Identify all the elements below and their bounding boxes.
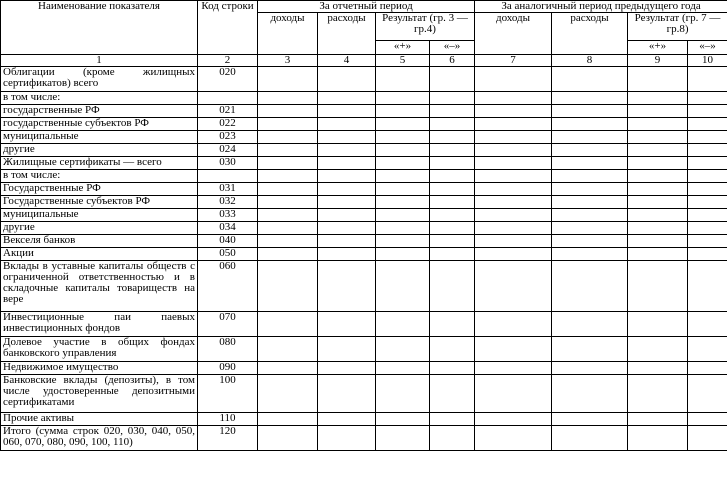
previous-result-plus-cell	[628, 105, 688, 118]
previous-result-plus-cell	[628, 67, 688, 92]
current-income-cell	[258, 170, 318, 183]
column-number: 5	[376, 55, 430, 67]
current-income-cell	[258, 118, 318, 131]
previous-income-cell	[475, 235, 552, 248]
column-number: 3	[258, 55, 318, 67]
previous-expenses-cell	[552, 118, 628, 131]
indicator-name: другие	[1, 222, 198, 235]
previous-result-plus-cell	[628, 426, 688, 451]
header-previous-result: Результат (гр. 7 — гр.8)	[628, 13, 727, 41]
current-result-minus-cell	[430, 118, 475, 131]
header-previous-plus: «+»	[628, 41, 688, 55]
current-result-plus-cell	[376, 375, 430, 413]
previous-expenses-cell	[552, 312, 628, 337]
header-current-expenses: расходы	[318, 13, 376, 55]
current-result-minus-cell	[430, 261, 475, 312]
previous-income-cell	[475, 222, 552, 235]
table-row	[1, 196, 727, 209]
previous-expenses-cell	[552, 413, 628, 426]
line-code: 070	[198, 312, 258, 337]
current-income-cell	[258, 312, 318, 337]
previous-expenses-cell	[552, 157, 628, 170]
table-row	[1, 209, 727, 222]
previous-result-minus-cell	[688, 170, 727, 183]
previous-expenses-cell	[552, 426, 628, 451]
indicator-name: Жилищные сертификаты — всего	[1, 157, 198, 170]
table-row	[1, 261, 727, 312]
column-number: 10	[688, 55, 727, 67]
previous-expenses-cell	[552, 183, 628, 196]
line-code	[198, 92, 258, 105]
column-numbers-row	[1, 55, 727, 67]
previous-result-plus-cell	[628, 337, 688, 362]
current-result-minus-cell	[430, 105, 475, 118]
header-name-column: Наименование показателя	[1, 1, 198, 55]
table-row	[1, 170, 727, 183]
current-income-cell	[258, 157, 318, 170]
current-result-plus-cell	[376, 362, 430, 375]
current-result-minus-cell	[430, 312, 475, 337]
previous-income-cell	[475, 248, 552, 261]
table-body	[1, 55, 727, 451]
line-code: 060	[198, 261, 258, 312]
current-expenses-cell	[318, 261, 376, 312]
current-result-minus-cell	[430, 426, 475, 451]
line-code: 080	[198, 337, 258, 362]
table-row	[1, 426, 727, 451]
previous-result-minus-cell	[688, 413, 727, 426]
current-result-plus-cell	[376, 118, 430, 131]
current-income-cell	[258, 183, 318, 196]
line-code: 023	[198, 131, 258, 144]
previous-expenses-cell	[552, 209, 628, 222]
previous-income-cell	[475, 118, 552, 131]
previous-expenses-cell	[552, 362, 628, 375]
table-row	[1, 337, 727, 362]
current-result-plus-cell	[376, 209, 430, 222]
previous-result-minus-cell	[688, 196, 727, 209]
current-expenses-cell	[318, 312, 376, 337]
previous-result-plus-cell	[628, 209, 688, 222]
previous-result-plus-cell	[628, 261, 688, 312]
table-row	[1, 131, 727, 144]
header-current-result: Результат (гр. 3 — гр.4)	[376, 13, 475, 41]
previous-expenses-cell	[552, 261, 628, 312]
indicator-name: Прочие активы	[1, 413, 198, 426]
current-result-plus-cell	[376, 261, 430, 312]
line-code: 030	[198, 157, 258, 170]
table-row	[1, 413, 727, 426]
current-result-minus-cell	[430, 131, 475, 144]
previous-expenses-cell	[552, 67, 628, 92]
line-code: 050	[198, 248, 258, 261]
table-row	[1, 222, 727, 235]
current-expenses-cell	[318, 413, 376, 426]
previous-result-minus-cell	[688, 157, 727, 170]
current-result-minus-cell	[430, 144, 475, 157]
current-result-minus-cell	[430, 157, 475, 170]
current-result-plus-cell	[376, 312, 430, 337]
current-result-plus-cell	[376, 92, 430, 105]
table-row	[1, 362, 727, 375]
previous-result-plus-cell	[628, 248, 688, 261]
indicator-name: Вклады в уставные капиталы обществ с ограниченной ответственностью и в складочные капиталы товариществ на вере	[1, 261, 198, 312]
indicator-name: Векселя банков	[1, 235, 198, 248]
current-income-cell	[258, 235, 318, 248]
previous-income-cell	[475, 209, 552, 222]
previous-income-cell	[475, 131, 552, 144]
current-expenses-cell	[318, 118, 376, 131]
previous-result-plus-cell	[628, 183, 688, 196]
indicator-name: муниципальные	[1, 131, 198, 144]
line-code: 032	[198, 196, 258, 209]
previous-result-minus-cell	[688, 312, 727, 337]
current-expenses-cell	[318, 92, 376, 105]
previous-result-minus-cell	[688, 209, 727, 222]
previous-result-minus-cell	[688, 362, 727, 375]
previous-income-cell	[475, 337, 552, 362]
current-result-plus-cell	[376, 248, 430, 261]
line-code	[198, 170, 258, 183]
table-row	[1, 312, 727, 337]
previous-expenses-cell	[552, 375, 628, 413]
current-result-plus-cell	[376, 426, 430, 451]
previous-expenses-cell	[552, 235, 628, 248]
previous-result-plus-cell	[628, 196, 688, 209]
previous-result-plus-cell	[628, 413, 688, 426]
previous-income-cell	[475, 157, 552, 170]
current-result-minus-cell	[430, 362, 475, 375]
column-number: 1	[1, 55, 198, 67]
previous-expenses-cell	[552, 170, 628, 183]
previous-income-cell	[475, 144, 552, 157]
previous-income-cell	[475, 170, 552, 183]
previous-result-minus-cell	[688, 426, 727, 451]
current-expenses-cell	[318, 248, 376, 261]
column-number: 7	[475, 55, 552, 67]
line-code: 021	[198, 105, 258, 118]
indicator-name: в том числе:	[1, 92, 198, 105]
indicator-name: Инвестиционные паи паевых инвестиционных фондов	[1, 312, 198, 337]
current-income-cell	[258, 209, 318, 222]
table-row	[1, 157, 727, 170]
current-result-minus-cell	[430, 413, 475, 426]
line-code: 020	[198, 67, 258, 92]
current-income-cell	[258, 413, 318, 426]
current-expenses-cell	[318, 144, 376, 157]
indicator-name: другие	[1, 144, 198, 157]
previous-result-minus-cell	[688, 248, 727, 261]
indicator-name: Банковские вклады (депозиты), в том числе удостоверенные депозитными сертификатами	[1, 375, 198, 413]
column-number: 9	[628, 55, 688, 67]
previous-income-cell	[475, 92, 552, 105]
current-expenses-cell	[318, 375, 376, 413]
current-income-cell	[258, 426, 318, 451]
current-income-cell	[258, 337, 318, 362]
current-income-cell	[258, 261, 318, 312]
previous-result-minus-cell	[688, 67, 727, 92]
indicator-name: Облигации (кроме жилищных сертификатов) всего	[1, 67, 198, 92]
previous-result-plus-cell	[628, 157, 688, 170]
current-expenses-cell	[318, 183, 376, 196]
current-expenses-cell	[318, 426, 376, 451]
current-result-minus-cell	[430, 183, 475, 196]
current-result-minus-cell	[430, 337, 475, 362]
previous-income-cell	[475, 375, 552, 413]
table-row	[1, 183, 727, 196]
current-expenses-cell	[318, 170, 376, 183]
table-row	[1, 67, 727, 92]
current-result-plus-cell	[376, 170, 430, 183]
previous-expenses-cell	[552, 196, 628, 209]
previous-expenses-cell	[552, 337, 628, 362]
previous-result-minus-cell	[688, 105, 727, 118]
table-row	[1, 92, 727, 105]
indicator-name: Государственные РФ	[1, 183, 198, 196]
header-current-minus: «–»	[430, 41, 475, 55]
line-code: 090	[198, 362, 258, 375]
previous-income-cell	[475, 105, 552, 118]
current-expenses-cell	[318, 209, 376, 222]
indicator-name: в том числе:	[1, 170, 198, 183]
previous-expenses-cell	[552, 105, 628, 118]
current-expenses-cell	[318, 105, 376, 118]
previous-result-minus-cell	[688, 222, 727, 235]
column-number: 4	[318, 55, 376, 67]
header-current-income: доходы	[258, 13, 318, 55]
header-current-plus: «+»	[376, 41, 430, 55]
previous-income-cell	[475, 362, 552, 375]
previous-income-cell	[475, 261, 552, 312]
current-result-minus-cell	[430, 67, 475, 92]
previous-result-minus-cell	[688, 92, 727, 105]
line-code: 120	[198, 426, 258, 451]
previous-result-minus-cell	[688, 183, 727, 196]
current-income-cell	[258, 144, 318, 157]
indicator-name: Государственные субъектов РФ	[1, 196, 198, 209]
line-code: 034	[198, 222, 258, 235]
header-code-column: Код строки	[198, 1, 258, 55]
previous-income-cell	[475, 426, 552, 451]
previous-expenses-cell	[552, 92, 628, 105]
line-code: 031	[198, 183, 258, 196]
line-code: 110	[198, 413, 258, 426]
previous-income-cell	[475, 67, 552, 92]
current-result-plus-cell	[376, 144, 430, 157]
previous-result-plus-cell	[628, 131, 688, 144]
current-result-plus-cell	[376, 222, 430, 235]
current-result-plus-cell	[376, 157, 430, 170]
previous-result-plus-cell	[628, 144, 688, 157]
current-expenses-cell	[318, 196, 376, 209]
indicator-name: муниципальные	[1, 209, 198, 222]
current-result-minus-cell	[430, 222, 475, 235]
current-result-minus-cell	[430, 235, 475, 248]
current-result-plus-cell	[376, 183, 430, 196]
table-row	[1, 235, 727, 248]
current-result-minus-cell	[430, 92, 475, 105]
indicator-name: Итого (сумма строк 020, 030, 040, 050, 060, 070, 080, 090, 100, 110)	[1, 426, 198, 451]
header-previous-expenses: расходы	[552, 13, 628, 55]
previous-result-minus-cell	[688, 261, 727, 312]
current-expenses-cell	[318, 337, 376, 362]
current-income-cell	[258, 222, 318, 235]
column-number: 2	[198, 55, 258, 67]
current-result-plus-cell	[376, 131, 430, 144]
current-result-plus-cell	[376, 67, 430, 92]
current-income-cell	[258, 131, 318, 144]
previous-income-cell	[475, 413, 552, 426]
current-income-cell	[258, 92, 318, 105]
indicator-name: государственные РФ	[1, 105, 198, 118]
current-expenses-cell	[318, 157, 376, 170]
current-income-cell	[258, 248, 318, 261]
indicator-name: государственные субъектов РФ	[1, 118, 198, 131]
header-previous-minus: «–»	[688, 41, 727, 55]
current-income-cell	[258, 375, 318, 413]
current-result-plus-cell	[376, 413, 430, 426]
indicator-name: Акции	[1, 248, 198, 261]
previous-result-minus-cell	[688, 144, 727, 157]
header-previous-period: За аналогичный период предыдущего года	[475, 1, 727, 13]
previous-result-plus-cell	[628, 118, 688, 131]
table-row	[1, 118, 727, 131]
indicator-name: Недвижимое имущество	[1, 362, 198, 375]
current-result-minus-cell	[430, 170, 475, 183]
current-expenses-cell	[318, 131, 376, 144]
current-income-cell	[258, 196, 318, 209]
current-expenses-cell	[318, 67, 376, 92]
previous-expenses-cell	[552, 222, 628, 235]
current-result-plus-cell	[376, 235, 430, 248]
current-result-minus-cell	[430, 209, 475, 222]
current-expenses-cell	[318, 222, 376, 235]
previous-result-minus-cell	[688, 118, 727, 131]
previous-income-cell	[475, 312, 552, 337]
current-result-plus-cell	[376, 105, 430, 118]
column-number: 8	[552, 55, 628, 67]
previous-result-plus-cell	[628, 375, 688, 413]
previous-result-minus-cell	[688, 375, 727, 413]
current-result-plus-cell	[376, 196, 430, 209]
current-income-cell	[258, 67, 318, 92]
previous-result-minus-cell	[688, 235, 727, 248]
current-result-minus-cell	[430, 375, 475, 413]
table-row	[1, 375, 727, 413]
current-expenses-cell	[318, 362, 376, 375]
current-result-minus-cell	[430, 248, 475, 261]
line-code: 022	[198, 118, 258, 131]
current-income-cell	[258, 105, 318, 118]
current-income-cell	[258, 362, 318, 375]
header-current-period: За отчетный период	[258, 1, 475, 13]
line-code: 100	[198, 375, 258, 413]
current-result-plus-cell	[376, 337, 430, 362]
previous-result-plus-cell	[628, 222, 688, 235]
previous-result-plus-cell	[628, 235, 688, 248]
previous-expenses-cell	[552, 248, 628, 261]
previous-expenses-cell	[552, 131, 628, 144]
column-number: 6	[430, 55, 475, 67]
previous-result-plus-cell	[628, 170, 688, 183]
previous-expenses-cell	[552, 144, 628, 157]
current-expenses-cell	[318, 235, 376, 248]
previous-income-cell	[475, 183, 552, 196]
previous-result-plus-cell	[628, 362, 688, 375]
line-code: 040	[198, 235, 258, 248]
current-result-minus-cell	[430, 196, 475, 209]
table-row	[1, 144, 727, 157]
table-row	[1, 105, 727, 118]
line-code: 024	[198, 144, 258, 157]
previous-result-plus-cell	[628, 92, 688, 105]
previous-income-cell	[475, 196, 552, 209]
indicator-name: Долевое участие в общих фондах банковского управления	[1, 337, 198, 362]
header-previous-income: доходы	[475, 13, 552, 55]
previous-result-minus-cell	[688, 337, 727, 362]
line-code: 033	[198, 209, 258, 222]
previous-result-plus-cell	[628, 312, 688, 337]
previous-result-minus-cell	[688, 131, 727, 144]
table-row	[1, 248, 727, 261]
